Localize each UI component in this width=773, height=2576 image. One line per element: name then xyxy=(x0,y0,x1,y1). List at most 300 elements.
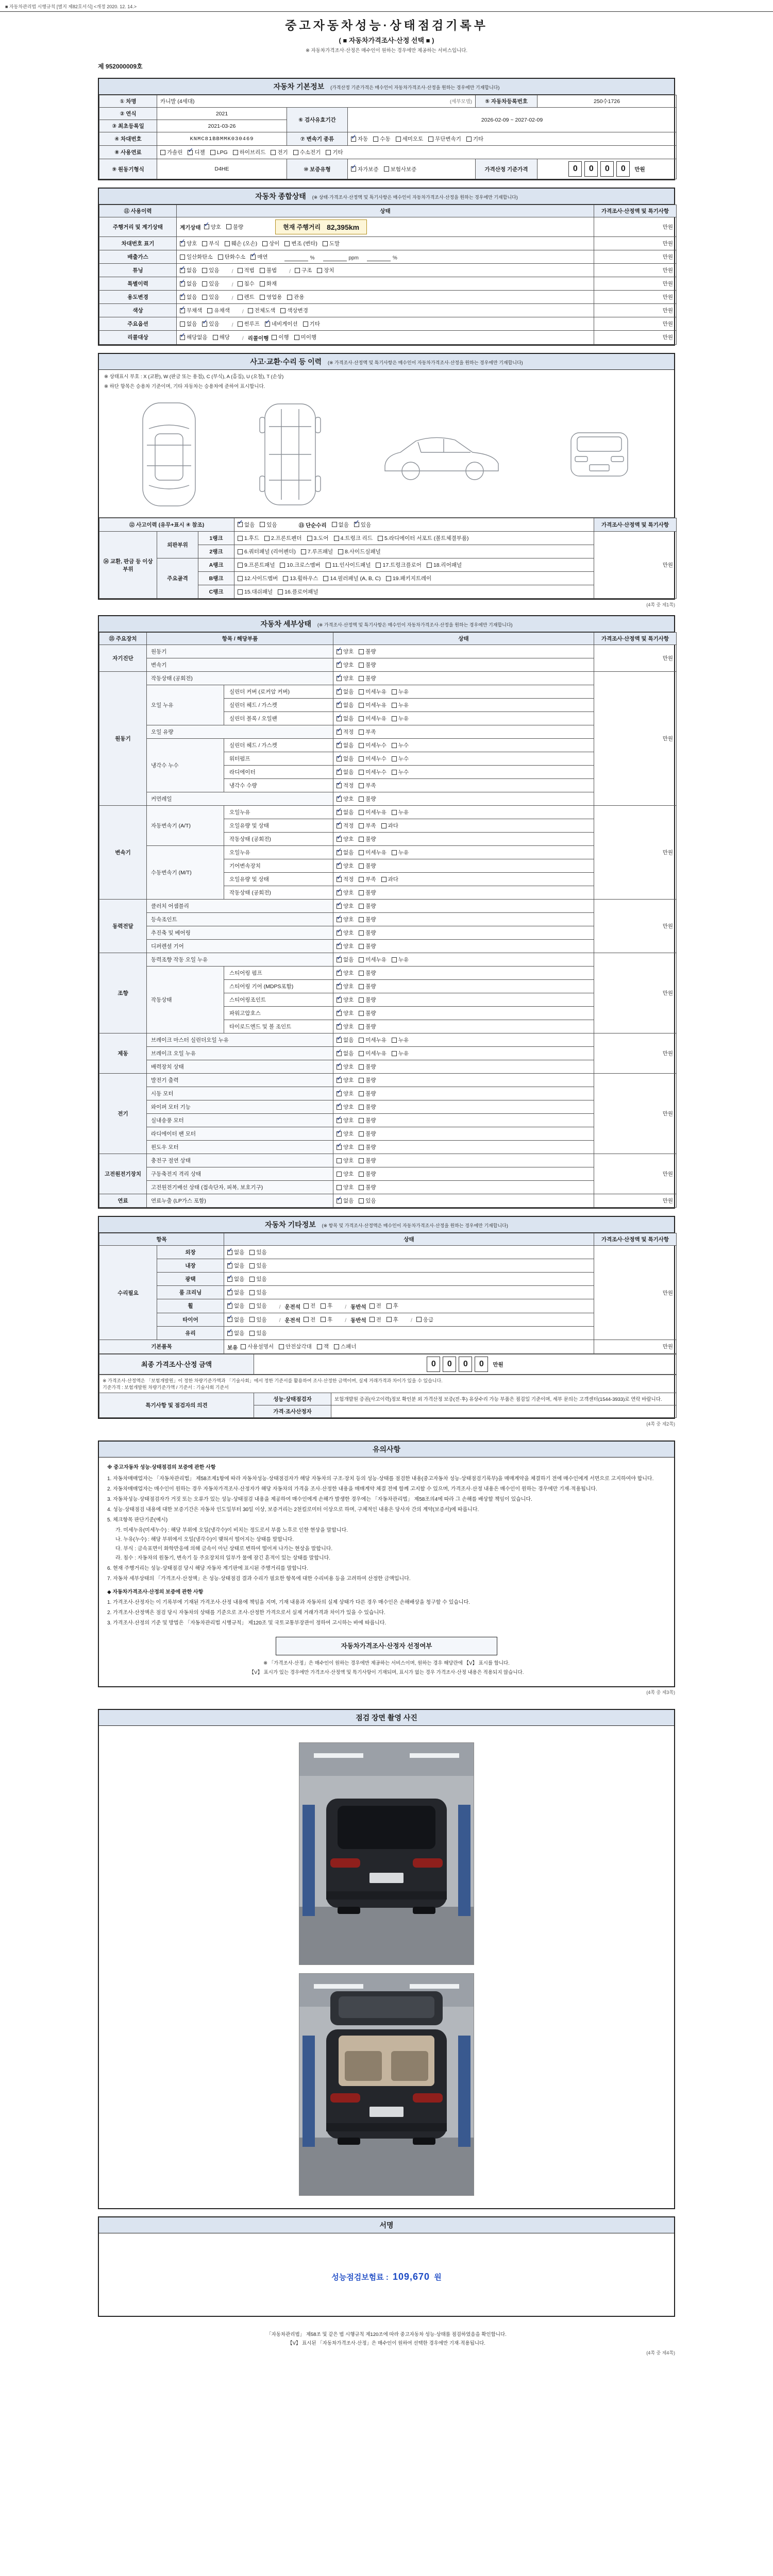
checked-checkbox[interactable] xyxy=(337,1038,342,1043)
checkbox[interactable] xyxy=(249,1317,255,1322)
checkbox-option[interactable] xyxy=(225,240,257,247)
checkbox-option[interactable] xyxy=(249,1262,266,1269)
checkbox[interactable] xyxy=(359,850,364,855)
checkbox-option[interactable] xyxy=(264,534,301,542)
checkbox[interactable] xyxy=(392,1038,397,1043)
checkbox[interactable] xyxy=(359,1198,364,1204)
checkbox-option[interactable] xyxy=(279,1343,312,1350)
checkbox-option[interactable] xyxy=(337,741,354,749)
checkbox[interactable] xyxy=(359,1158,364,1163)
checkbox[interactable] xyxy=(359,1118,364,1123)
checked-checkbox[interactable] xyxy=(202,321,207,327)
checkbox-option[interactable] xyxy=(359,1049,386,1057)
checkbox-option[interactable] xyxy=(337,674,354,682)
checkbox-option[interactable] xyxy=(381,875,398,883)
checkbox[interactable] xyxy=(359,743,364,748)
checked-checkbox[interactable] xyxy=(180,241,185,246)
checkbox-option[interactable] xyxy=(326,561,371,569)
checkbox-option[interactable] xyxy=(323,240,340,247)
checkbox-option[interactable] xyxy=(250,253,267,261)
checkbox-option[interactable] xyxy=(180,266,197,274)
checkbox[interactable] xyxy=(359,649,364,654)
checkbox-option[interactable] xyxy=(359,1023,376,1030)
checkbox[interactable] xyxy=(416,1317,422,1322)
checkbox[interactable] xyxy=(262,241,267,246)
checkbox-option[interactable] xyxy=(359,1116,376,1124)
checkbox-option[interactable] xyxy=(337,661,354,669)
checked-checkbox[interactable] xyxy=(337,904,342,909)
checkbox[interactable] xyxy=(369,1317,375,1322)
checkbox[interactable] xyxy=(233,150,238,155)
checkbox-option[interactable] xyxy=(323,574,380,582)
checkbox[interactable] xyxy=(326,563,331,568)
checkbox[interactable] xyxy=(359,730,364,735)
checkbox-option[interactable] xyxy=(378,534,469,542)
checked-checkbox[interactable] xyxy=(180,268,185,273)
checkbox-option[interactable] xyxy=(396,135,424,143)
checkbox-option[interactable] xyxy=(337,969,354,977)
checkbox[interactable] xyxy=(359,703,364,708)
checked-checkbox[interactable] xyxy=(337,823,342,828)
checkbox[interactable] xyxy=(359,1145,364,1150)
checkbox[interactable] xyxy=(359,1091,364,1096)
checkbox-option[interactable] xyxy=(359,1197,376,1205)
checkbox-option[interactable] xyxy=(238,293,255,301)
checkbox-option[interactable] xyxy=(381,822,398,829)
checked-checkbox[interactable] xyxy=(337,1105,342,1110)
checkbox[interactable] xyxy=(238,576,243,581)
checkbox-option[interactable] xyxy=(351,165,379,173)
checked-checkbox[interactable] xyxy=(337,676,342,681)
checkbox[interactable] xyxy=(260,268,265,273)
checkbox-option[interactable] xyxy=(260,521,277,529)
checkbox[interactable] xyxy=(249,1290,255,1295)
checked-checkbox[interactable] xyxy=(337,930,342,936)
checkbox-option[interactable] xyxy=(238,588,273,596)
checkbox[interactable] xyxy=(249,1331,255,1336)
checked-checkbox[interactable] xyxy=(354,522,359,527)
checkbox[interactable] xyxy=(392,1051,397,1056)
checkbox-option[interactable] xyxy=(359,916,376,923)
checkbox-option[interactable] xyxy=(392,1049,409,1057)
checkbox-option[interactable] xyxy=(337,1103,354,1111)
checkbox[interactable] xyxy=(323,576,328,581)
checkbox-option[interactable] xyxy=(337,996,354,1004)
checkbox-option[interactable] xyxy=(369,1302,381,1310)
checkbox[interactable] xyxy=(466,137,472,142)
checked-checkbox[interactable] xyxy=(337,689,342,694)
checked-checkbox[interactable] xyxy=(337,944,342,949)
checkbox-option[interactable] xyxy=(260,266,277,274)
checkbox-option[interactable] xyxy=(376,561,421,569)
checkbox[interactable] xyxy=(278,589,283,595)
checked-checkbox[interactable] xyxy=(337,850,342,855)
checkbox-option[interactable] xyxy=(334,1343,356,1350)
checkbox-option[interactable] xyxy=(188,148,205,156)
checkbox[interactable] xyxy=(359,1064,364,1070)
checkbox-option[interactable] xyxy=(359,1103,376,1111)
checkbox[interactable] xyxy=(359,877,364,882)
checked-checkbox[interactable] xyxy=(227,1263,232,1268)
checkbox-option[interactable] xyxy=(278,588,318,596)
checkbox-option[interactable] xyxy=(249,1248,266,1256)
checkbox-option[interactable] xyxy=(392,808,409,816)
checked-checkbox[interactable] xyxy=(337,863,342,869)
checkbox-option[interactable] xyxy=(392,1036,409,1044)
checkbox-option[interactable] xyxy=(386,574,431,582)
checkbox-option[interactable] xyxy=(283,574,318,582)
checked-checkbox[interactable] xyxy=(337,1011,342,1016)
checkbox-option[interactable] xyxy=(262,240,279,247)
checked-checkbox[interactable] xyxy=(351,166,356,172)
checkbox-option[interactable] xyxy=(337,795,354,803)
checkbox[interactable] xyxy=(392,810,397,815)
checkbox-option[interactable] xyxy=(180,333,208,341)
checkbox[interactable] xyxy=(334,1344,339,1349)
checkbox-option[interactable] xyxy=(359,875,376,883)
checkbox[interactable] xyxy=(359,890,364,895)
checkbox-option[interactable] xyxy=(359,1183,376,1191)
checkbox-option[interactable] xyxy=(359,822,376,829)
checkbox[interactable] xyxy=(378,536,383,541)
checkbox-option[interactable] xyxy=(337,849,354,856)
checkbox-option[interactable] xyxy=(392,768,409,776)
checkbox-option[interactable] xyxy=(303,320,320,328)
checked-checkbox[interactable] xyxy=(227,1290,232,1295)
checkbox[interactable] xyxy=(376,563,381,568)
checked-checkbox[interactable] xyxy=(227,1250,232,1255)
checkbox-option[interactable] xyxy=(337,1023,354,1030)
checkbox[interactable] xyxy=(238,281,243,286)
checkbox[interactable] xyxy=(326,150,331,155)
checkbox[interactable] xyxy=(304,1303,309,1309)
checkbox-option[interactable] xyxy=(248,307,276,314)
checkbox[interactable] xyxy=(264,536,270,541)
checkbox[interactable] xyxy=(180,321,185,327)
checkbox-option[interactable] xyxy=(180,320,197,328)
checkbox[interactable] xyxy=(359,904,364,909)
checkbox-option[interactable] xyxy=(337,1049,354,1057)
checkbox-option[interactable] xyxy=(359,862,376,870)
checkbox-option[interactable] xyxy=(249,1289,266,1296)
checkbox-option[interactable] xyxy=(238,521,255,529)
checkbox-option[interactable] xyxy=(359,661,376,669)
checkbox-option[interactable] xyxy=(337,701,354,709)
checkbox-option[interactable] xyxy=(271,148,288,156)
checkbox-option[interactable] xyxy=(337,755,354,762)
checkbox-option[interactable] xyxy=(227,1275,244,1283)
checkbox[interactable] xyxy=(359,756,364,761)
checkbox-option[interactable] xyxy=(359,741,386,749)
checkbox-option[interactable] xyxy=(202,280,219,287)
checkbox-option[interactable] xyxy=(386,1302,398,1310)
checkbox-option[interactable] xyxy=(207,307,229,314)
checkbox-option[interactable] xyxy=(227,1262,244,1269)
checkbox[interactable] xyxy=(337,1158,342,1163)
checkbox[interactable] xyxy=(301,549,306,554)
checkbox-option[interactable] xyxy=(392,715,409,722)
checked-checkbox[interactable] xyxy=(337,1091,342,1096)
checkbox[interactable] xyxy=(249,1250,255,1255)
checkbox[interactable] xyxy=(359,716,364,721)
checkbox[interactable] xyxy=(321,1303,326,1309)
checked-checkbox[interactable] xyxy=(227,1331,232,1336)
checkbox-option[interactable] xyxy=(359,1090,376,1097)
checkbox-option[interactable] xyxy=(359,688,386,696)
checked-checkbox[interactable] xyxy=(337,877,342,882)
checkbox[interactable] xyxy=(337,1172,342,1177)
checkbox[interactable] xyxy=(334,536,339,541)
checkbox-option[interactable] xyxy=(359,1157,376,1164)
checkbox-option[interactable] xyxy=(337,982,354,990)
checkbox-option[interactable] xyxy=(202,320,219,328)
checked-checkbox[interactable] xyxy=(337,756,342,761)
checkbox-option[interactable] xyxy=(359,982,376,990)
checkbox-option[interactable] xyxy=(307,534,329,542)
checkbox-option[interactable] xyxy=(337,1036,354,1044)
checkbox-option[interactable] xyxy=(301,548,333,555)
checked-checkbox[interactable] xyxy=(337,1024,342,1029)
checkbox-option[interactable] xyxy=(202,293,219,301)
checkbox-option[interactable] xyxy=(180,280,197,287)
checkbox-option[interactable] xyxy=(337,835,354,843)
checked-checkbox[interactable] xyxy=(180,295,185,300)
checked-checkbox[interactable] xyxy=(351,137,356,142)
checked-checkbox[interactable] xyxy=(337,743,342,748)
checkbox-option[interactable] xyxy=(369,1316,381,1324)
checkbox-option[interactable] xyxy=(359,768,386,776)
checkbox-option[interactable] xyxy=(227,1316,244,1324)
checkbox[interactable] xyxy=(260,295,265,300)
checkbox-option[interactable] xyxy=(293,148,321,156)
checkbox[interactable] xyxy=(359,796,364,802)
checkbox-option[interactable] xyxy=(359,1170,376,1178)
checkbox-option[interactable] xyxy=(359,969,376,977)
checkbox-option[interactable] xyxy=(337,648,354,655)
checkbox[interactable] xyxy=(392,689,397,694)
checkbox[interactable] xyxy=(226,224,231,229)
checkbox[interactable] xyxy=(359,997,364,1003)
checkbox-option[interactable] xyxy=(202,266,219,274)
checkbox-option[interactable] xyxy=(227,1248,244,1256)
checked-checkbox[interactable] xyxy=(337,1064,342,1070)
checkbox[interactable] xyxy=(321,1317,326,1322)
checkbox[interactable] xyxy=(287,295,292,300)
checkbox-option[interactable] xyxy=(238,548,296,555)
checkbox-option[interactable] xyxy=(373,135,390,143)
checked-checkbox[interactable] xyxy=(337,730,342,735)
checkbox-option[interactable] xyxy=(359,956,386,963)
checkbox-option[interactable] xyxy=(392,701,409,709)
checkbox[interactable] xyxy=(392,743,397,748)
checkbox-option[interactable] xyxy=(213,333,230,341)
checkbox[interactable] xyxy=(386,1303,392,1309)
checkbox[interactable] xyxy=(160,150,165,155)
checkbox-option[interactable] xyxy=(337,875,354,883)
checkbox-option[interactable] xyxy=(337,688,354,696)
checkbox[interactable] xyxy=(225,241,230,246)
checkbox[interactable] xyxy=(337,1185,342,1190)
checkbox[interactable] xyxy=(359,957,364,962)
checkbox[interactable] xyxy=(293,150,298,155)
checkbox-option[interactable] xyxy=(359,674,376,682)
checkbox[interactable] xyxy=(359,1078,364,1083)
checked-checkbox[interactable] xyxy=(265,321,270,327)
checkbox[interactable] xyxy=(317,1344,322,1349)
checkbox-option[interactable] xyxy=(337,1116,354,1124)
checkbox[interactable] xyxy=(249,1303,255,1309)
checkbox[interactable] xyxy=(249,1277,255,1282)
checkbox-option[interactable] xyxy=(294,333,316,341)
checked-checkbox[interactable] xyxy=(337,1051,342,1056)
checked-checkbox[interactable] xyxy=(227,1317,232,1322)
checkbox[interactable] xyxy=(238,268,243,273)
checkbox-option[interactable] xyxy=(359,902,376,910)
checkbox[interactable] xyxy=(359,971,364,976)
checkbox-option[interactable] xyxy=(359,755,386,762)
checkbox[interactable] xyxy=(294,335,299,340)
checked-checkbox[interactable] xyxy=(337,1198,342,1204)
checkbox[interactable] xyxy=(238,321,243,327)
checkbox-option[interactable] xyxy=(317,266,334,274)
checkbox-option[interactable] xyxy=(304,1316,315,1324)
checkbox-option[interactable] xyxy=(359,648,376,655)
checkbox-option[interactable] xyxy=(180,253,213,261)
checkbox-option[interactable] xyxy=(160,148,182,156)
checkbox-option[interactable] xyxy=(238,534,259,542)
checkbox-option[interactable] xyxy=(359,942,376,950)
checkbox[interactable] xyxy=(238,549,243,554)
checkbox-option[interactable] xyxy=(332,521,349,529)
checkbox[interactable] xyxy=(359,689,364,694)
checkbox-option[interactable] xyxy=(249,1302,266,1310)
checkbox[interactable] xyxy=(428,137,433,142)
checkbox[interactable] xyxy=(386,576,391,581)
checked-checkbox[interactable] xyxy=(337,890,342,895)
checkbox-option[interactable] xyxy=(359,715,386,722)
checked-checkbox[interactable] xyxy=(337,649,342,654)
checkbox[interactable] xyxy=(332,522,337,527)
checkbox[interactable] xyxy=(238,295,243,300)
checkbox-option[interactable] xyxy=(249,1316,266,1324)
checkbox-option[interactable] xyxy=(351,135,368,143)
checkbox[interactable] xyxy=(381,877,386,882)
checkbox[interactable] xyxy=(317,268,322,273)
checkbox[interactable] xyxy=(280,308,285,313)
checked-checkbox[interactable] xyxy=(180,281,185,286)
checkbox-option[interactable] xyxy=(272,333,289,341)
checkbox[interactable] xyxy=(369,1303,375,1309)
checkbox-option[interactable] xyxy=(180,307,202,314)
checkbox-option[interactable] xyxy=(337,808,354,816)
checked-checkbox[interactable] xyxy=(337,810,342,815)
checkbox[interactable] xyxy=(359,810,364,815)
checked-checkbox[interactable] xyxy=(204,224,209,229)
checkbox-option[interactable] xyxy=(238,561,275,569)
checkbox-option[interactable] xyxy=(265,320,298,328)
checkbox-option[interactable] xyxy=(337,902,354,910)
checkbox-option[interactable] xyxy=(416,1316,433,1324)
checkbox-option[interactable] xyxy=(337,956,354,963)
checkbox[interactable] xyxy=(180,255,185,260)
checkbox-option[interactable] xyxy=(359,795,376,803)
checkbox-option[interactable] xyxy=(337,862,354,870)
checkbox-option[interactable] xyxy=(337,1183,354,1191)
checkbox-option[interactable] xyxy=(354,521,371,529)
checkbox[interactable] xyxy=(238,589,243,595)
checkbox-option[interactable] xyxy=(218,253,246,261)
checked-checkbox[interactable] xyxy=(337,1145,342,1150)
checkbox[interactable] xyxy=(283,576,288,581)
checkbox[interactable] xyxy=(359,823,364,828)
checkbox-option[interactable] xyxy=(359,1063,376,1071)
checkbox-option[interactable] xyxy=(337,1063,354,1071)
checkbox-option[interactable] xyxy=(359,1009,376,1017)
checkbox-option[interactable] xyxy=(428,135,461,143)
checkbox-option[interactable] xyxy=(338,548,381,555)
checkbox-option[interactable] xyxy=(295,266,312,274)
checkbox[interactable] xyxy=(295,268,300,273)
checked-checkbox[interactable] xyxy=(180,308,185,313)
checkbox-option[interactable] xyxy=(359,1076,376,1084)
checkbox-option[interactable] xyxy=(304,1302,315,1310)
checkbox-option[interactable] xyxy=(241,1343,274,1350)
checkbox-option[interactable] xyxy=(392,688,409,696)
checkbox[interactable] xyxy=(202,241,207,246)
checkbox-option[interactable] xyxy=(359,1036,386,1044)
checkbox-option[interactable] xyxy=(227,1289,244,1296)
checkbox[interactable] xyxy=(392,703,397,708)
checkbox-option[interactable] xyxy=(284,240,317,247)
checkbox-option[interactable] xyxy=(384,165,417,173)
checkbox[interactable] xyxy=(392,756,397,761)
checkbox[interactable] xyxy=(359,783,364,788)
checkbox-option[interactable] xyxy=(280,561,320,569)
checked-checkbox[interactable] xyxy=(337,1118,342,1123)
checkbox-option[interactable] xyxy=(337,782,354,789)
checkbox-option[interactable] xyxy=(337,768,354,776)
checkbox[interactable] xyxy=(238,563,243,568)
checkbox-option[interactable] xyxy=(359,929,376,937)
checkbox-option[interactable] xyxy=(337,1197,354,1205)
checkbox[interactable] xyxy=(427,563,432,568)
checkbox[interactable] xyxy=(249,1263,255,1268)
checkbox-option[interactable] xyxy=(337,728,354,736)
checkbox[interactable] xyxy=(392,850,397,855)
checkbox[interactable] xyxy=(272,335,277,340)
checkbox-option[interactable] xyxy=(317,1343,329,1350)
checkbox-option[interactable] xyxy=(337,889,354,896)
checked-checkbox[interactable] xyxy=(337,663,342,668)
checkbox-option[interactable] xyxy=(337,1157,354,1164)
checkbox-option[interactable] xyxy=(466,135,483,143)
checked-checkbox[interactable] xyxy=(227,1303,232,1309)
checkbox[interactable] xyxy=(207,308,212,313)
checkbox[interactable] xyxy=(359,1024,364,1029)
checkbox[interactable] xyxy=(359,1011,364,1016)
checkbox[interactable] xyxy=(304,1317,309,1322)
checkbox-option[interactable] xyxy=(359,889,376,896)
checkbox[interactable] xyxy=(260,281,265,286)
checkbox-option[interactable] xyxy=(238,280,255,287)
checkbox[interactable] xyxy=(373,137,378,142)
checkbox-option[interactable] xyxy=(180,293,197,301)
checkbox[interactable] xyxy=(359,1131,364,1137)
checkbox-option[interactable] xyxy=(337,1090,354,1097)
checkbox[interactable] xyxy=(359,837,364,842)
checked-checkbox[interactable] xyxy=(227,1277,232,1282)
checked-checkbox[interactable] xyxy=(337,716,342,721)
